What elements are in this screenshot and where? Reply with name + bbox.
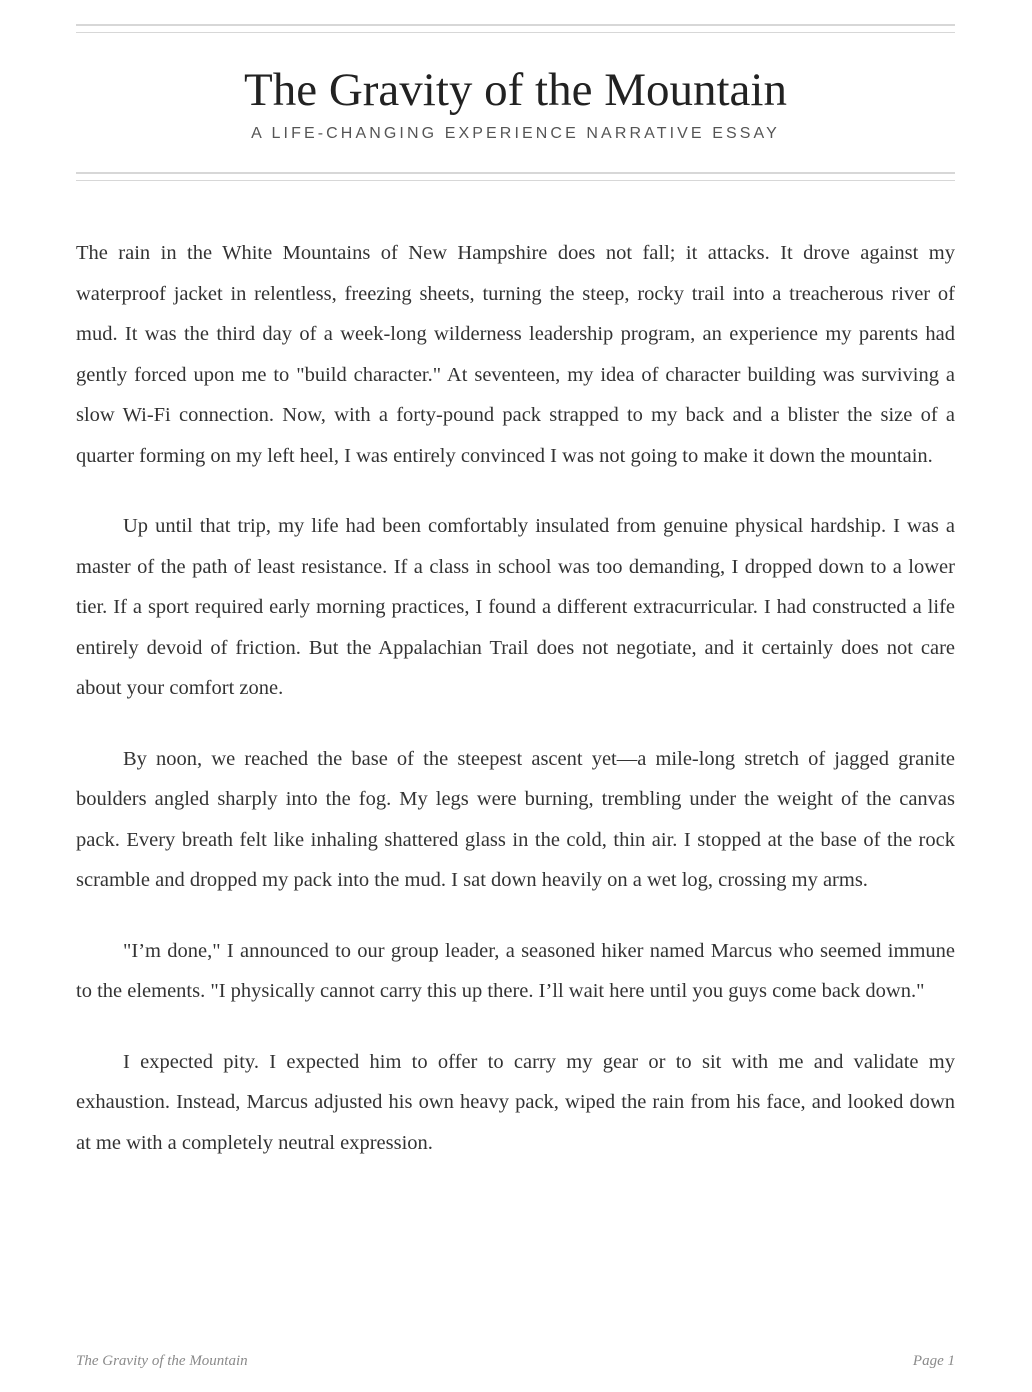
paragraph-3: By noon, we reached the base of the steepest ascent yet—a mile-long stretch of jagged granite boulders angled sharply into the fog. My legs were burning, trembling under the weight of the canvas pack. Every breath felt like inhaling shattered glass in the cold, thin air. I stopped at the base of the rock scramble and dropped my pack into the mud. I sat down heavily on a wet log, crossing my arms.: [76, 747, 955, 891]
header-top-rule: [76, 24, 955, 33]
title-block: [76, 33, 955, 172]
header-bottom-rule: [76, 172, 955, 181]
essay-title: The Gravity of the Mountain: [244, 64, 787, 116]
paragraph-5: I expected pity. I expected him to offer to carry my gear or to sit with me and validate my exhaustion. Instead, Marcus adjusted his own heavy pack, wiped the rain from his face, and looked down at me with a completely neutral expression.: [76, 1050, 955, 1154]
footer-page-number: Page 1: [912, 1353, 955, 1369]
essay-subtitle: A LIFE-CHANGING EXPERIENCE NARRATIVE ESSAY: [251, 125, 780, 142]
paragraph-2: Up until that trip, my life had been comfortably insulated from genuine physical hardship. I was a master of the path of least resistance. If a class in school was too demanding, I dropped down to a lower tier. If a sport required early morning practices, I found a different extracurricular. I had constructed a life entirely devoid of friction. But the Appalachian Trail does not negotiate, and it certainly does not care about your comfort zone.: [76, 515, 955, 699]
paragraph-1: The rain in the White Mountains of New Hampshire does not fall; it attacks. It drove against my waterproof jacket in relentless, freezing sheets, turning the steep, rocky trail into a treacherous river of mud. It was the third day of a week-long wilderness leadership program, an experience my parents had gently forced upon me to "build character." At seventeen, my idea of character building was surviving a slow Wi-Fi connection. Now, with a forty-pound pack strapped to my back and a blister the size of a quarter forming on my left heel, I was entirely convinced I was not going to make it down the mountain.: [76, 242, 955, 467]
paragraph-4: "I’m done," I announced to our group leader, a seasoned hiker named Marcus who seemed immune to the elements. "I physically cannot carry this up there. I’ll wait here until you guys come back down.": [76, 939, 955, 1002]
document-page: [76, 24, 955, 1193]
page-footer: [76, 1353, 955, 1373]
essay-body: [76, 233, 955, 1163]
footer-running-title: The Gravity of the Mountain: [76, 1353, 248, 1369]
